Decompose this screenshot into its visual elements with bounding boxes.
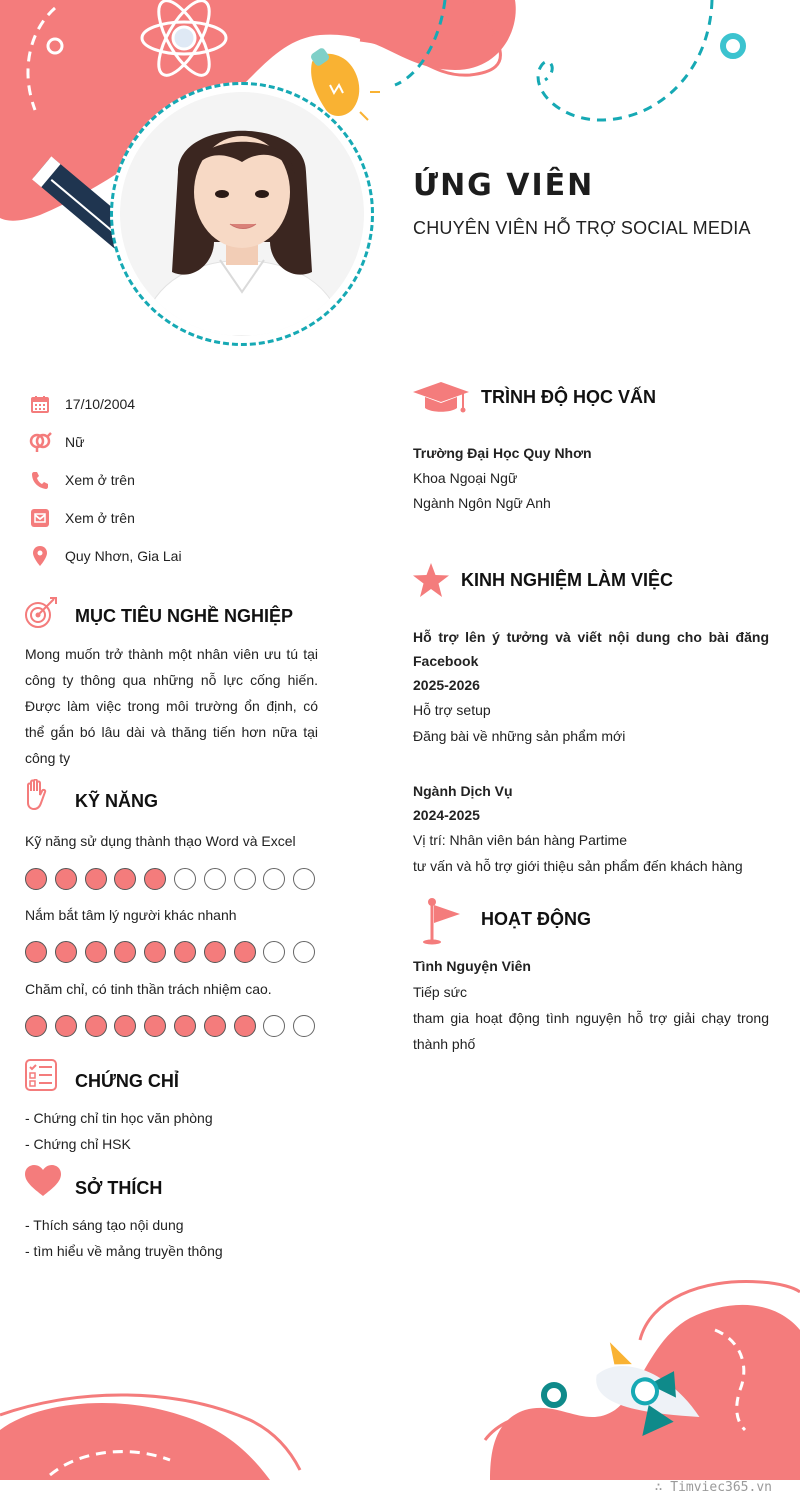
rating-dot-filled	[204, 941, 226, 963]
phone-icon	[28, 468, 52, 492]
rating-dot-filled	[85, 941, 107, 963]
hand-icon	[24, 779, 48, 816]
job-description: Đăng bài về những sản phẩm mới	[413, 728, 626, 744]
activity-entry	[413, 953, 769, 1057]
job-description: tư vấn và hỗ trợ giới thiệu sản phẩm đến khách hàng	[413, 858, 743, 874]
candidate-position: CHUYÊN VIÊN HỖ TRỢ SOCIAL MEDIA	[413, 218, 751, 238]
rating-dot-empty	[204, 868, 226, 890]
rating-dot-filled	[174, 941, 196, 963]
activity-org: Tình Nguyện Viên	[413, 958, 531, 974]
rating-dot-empty	[293, 868, 315, 890]
contact-email	[28, 499, 328, 537]
location-pin-icon	[28, 544, 52, 568]
contact-info	[28, 385, 328, 575]
phone-text[interactable]: Xem ở trên	[65, 472, 135, 488]
rating-dot-filled	[204, 1015, 226, 1037]
rating-dot-filled	[114, 1015, 136, 1037]
star-icon	[413, 563, 449, 602]
skill-label: Kỹ năng sử dụng thành thạo Word và Excel	[25, 833, 296, 849]
certificates-title: CHỨNG CHỈ	[75, 1071, 179, 1091]
job-company: Hỗ trợ lên ý tưởng và viết nội dung cho bài đăng Facebook	[413, 629, 769, 669]
graduation-cap-icon	[413, 380, 469, 421]
job-entry	[413, 625, 769, 749]
flag-icon	[418, 897, 462, 950]
contact-birthday	[28, 385, 328, 423]
rating-dot-filled	[114, 941, 136, 963]
job-company: Ngành Dịch Vụ	[413, 783, 513, 799]
rating-dot-filled	[234, 941, 256, 963]
job-period: 2025-2026	[413, 677, 480, 693]
rating-dot-empty	[263, 1015, 285, 1037]
gender-text: Nữ	[65, 434, 85, 450]
major: Ngành Ngôn Ngữ Anh	[413, 495, 551, 511]
skill-label: Chăm chỉ, có tinh thần trách nhiệm cao.	[25, 981, 272, 997]
job-role: Hỗ trợ setup	[413, 702, 491, 718]
address-text: Quy Nhơn, Gia Lai	[65, 548, 182, 564]
rating-dot-filled	[55, 1015, 77, 1037]
objective-text: Mong muốn trở thành một nhân viên ưu tú tại công ty thông qua những nỗ lực cống hiến. Được làm việc trong môi trường ổn định, có thể gắn bó lâu dài và thăng tiến hơn nữa tại công ty	[25, 646, 318, 766]
gender-icon	[28, 430, 52, 454]
activities-title: HOẠT ĐỘNG	[481, 909, 591, 929]
rating-dot-empty	[263, 868, 285, 890]
rating-dot-filled	[25, 1015, 47, 1037]
rating-dot-filled	[55, 868, 77, 890]
skill-rating	[25, 1015, 323, 1037]
job-role: Vị trí: Nhân viên bán hàng Partime	[413, 832, 628, 848]
contact-address	[28, 537, 328, 575]
avatar	[120, 92, 364, 336]
contact-phone	[28, 461, 328, 499]
calendar-icon	[28, 392, 52, 416]
hobby-item: - Thích sáng tạo nội dung	[25, 1217, 184, 1233]
rating-dot-filled	[85, 1015, 107, 1037]
watermark: ∴ Timviec365.vn	[654, 1480, 772, 1495]
rating-dot-empty	[293, 941, 315, 963]
skill-label: Nắm bắt tâm lý người khác nhanh	[25, 907, 237, 923]
checklist-icon	[25, 1059, 57, 1096]
rating-dot-filled	[55, 941, 77, 963]
job-period: 2024-2025	[413, 807, 480, 823]
rating-dot-empty	[234, 868, 256, 890]
footer-decoration	[0, 1270, 800, 1480]
hobby-item: - tìm hiểu về mảng truyền thông	[25, 1243, 223, 1259]
education-title: TRÌNH ĐỘ HỌC VẤN	[481, 387, 656, 407]
rating-dot-filled	[144, 868, 166, 890]
skills-title: KỸ NĂNG	[75, 791, 159, 811]
rating-dot-empty	[293, 1015, 315, 1037]
hobbies-title: SỞ THÍCH	[75, 1178, 163, 1198]
certificate-item: - Chứng chỉ HSK	[25, 1136, 131, 1152]
birthday-text: 17/10/2004	[65, 396, 136, 412]
skill-rating	[25, 941, 323, 963]
objective-title: MỤC TIÊU NGHỀ NGHIỆP	[75, 606, 294, 626]
job-entry	[413, 779, 769, 879]
rating-dot-empty	[263, 941, 285, 963]
rating-dot-filled	[85, 868, 107, 890]
rating-dot-filled	[234, 1015, 256, 1037]
experience-title: KINH NGHIỆM LÀM VIỆC	[461, 570, 674, 590]
rating-dot-empty	[174, 868, 196, 890]
contact-gender	[28, 423, 328, 461]
target-icon	[24, 596, 58, 635]
activity-role: Tiếp sức	[413, 984, 467, 1000]
email-icon	[28, 506, 52, 530]
candidate-name: ỨNG VIÊN	[413, 168, 595, 203]
rating-dot-filled	[25, 941, 47, 963]
school-name: Trường Đại Học Quy Nhơn	[413, 445, 592, 461]
rating-dot-filled	[144, 1015, 166, 1037]
faculty: Khoa Ngoại Ngữ	[413, 470, 518, 486]
portrait-photo	[120, 92, 364, 336]
certificate-item: - Chứng chỉ tin học văn phòng	[25, 1110, 213, 1126]
activity-description: tham gia hoạt động tình nguyện hỗ trợ giải chạy trong thành phố	[413, 1010, 769, 1052]
rating-dot-filled	[174, 1015, 196, 1037]
rating-dot-filled	[114, 868, 136, 890]
education-details	[413, 441, 769, 516]
heart-icon	[25, 1165, 61, 1202]
rating-dot-filled	[25, 868, 47, 890]
skill-rating	[25, 868, 323, 890]
email-text[interactable]: Xem ở trên	[65, 510, 135, 526]
rating-dot-filled	[144, 941, 166, 963]
